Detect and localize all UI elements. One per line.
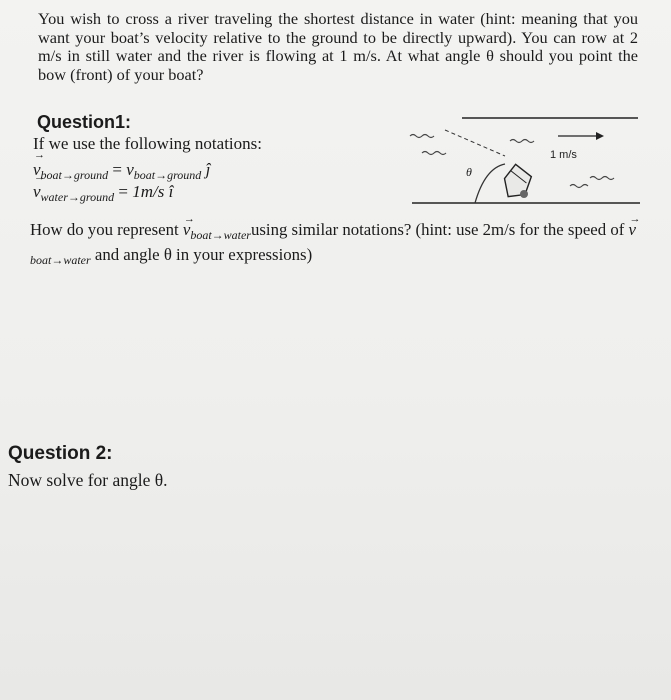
- question2-heading: Question 2:: [8, 443, 113, 464]
- vector-v: → v: [33, 182, 41, 202]
- question1-heading: Question1:: [37, 112, 132, 132]
- prompt-text: using similar notations? (hint: use 2m/s for the speed of: [250, 220, 629, 239]
- question2-text: Now solve for angle θ.: [8, 470, 168, 490]
- subscript-boat-water: boat→water: [30, 253, 91, 267]
- vector-v: → v: [33, 160, 41, 180]
- subscript-boat-ground: boat→ground: [40, 168, 109, 182]
- angle-label: θ: [466, 165, 472, 179]
- prompt-text: and angle θ in your expressions): [90, 245, 313, 264]
- problem-statement: You wish to cross a river traveling the shortest distance in water (hint: meaning that you want your boat’s velocity relative to the ground to be directly upward). You can row at 2 m/s in still water and the river is flowing at 1 m/s. At what angle θ should you point the bow (front) of your boat?: [38, 9, 638, 84]
- boat-motor-icon: [520, 190, 528, 198]
- angle-arc-icon: [475, 164, 505, 203]
- wave-icon: [570, 185, 588, 188]
- water-speed-value: 1m/s î: [132, 182, 174, 201]
- wave-icon: [410, 135, 434, 138]
- subscript-boat-ground-rhs: boat→ground: [133, 168, 202, 182]
- current-arrow-icon: [596, 132, 604, 140]
- subscript-water-ground: water→ground: [40, 190, 115, 204]
- river-diagram: [400, 108, 645, 208]
- dashed-heading-line: [445, 130, 505, 156]
- vector-v: → v: [183, 220, 190, 240]
- subscript-boat-water: boat→water: [190, 228, 251, 242]
- vector-v: → v: [629, 220, 636, 240]
- question1-prompt: [30, 220, 665, 270]
- wave-icon: [590, 177, 614, 180]
- current-speed-label: 1 m/s: [550, 149, 577, 161]
- wave-icon: [422, 152, 446, 155]
- equation-boat-ground: → $v_{boat\to ground} = v_{boat\to ground}$ ĵ: [33, 160, 210, 183]
- unit-vector-j: ĵ: [205, 160, 211, 179]
- wave-icon: [510, 140, 534, 143]
- notation-intro: If we use the following notations:: [33, 134, 262, 153]
- prompt-text: How do you represent: [30, 220, 183, 239]
- boat-icon: [497, 164, 536, 204]
- equation-water-ground: → $v_{water\to ground} = 1m/s$ î: [33, 182, 173, 205]
- speed-symbol: v: [126, 160, 134, 179]
